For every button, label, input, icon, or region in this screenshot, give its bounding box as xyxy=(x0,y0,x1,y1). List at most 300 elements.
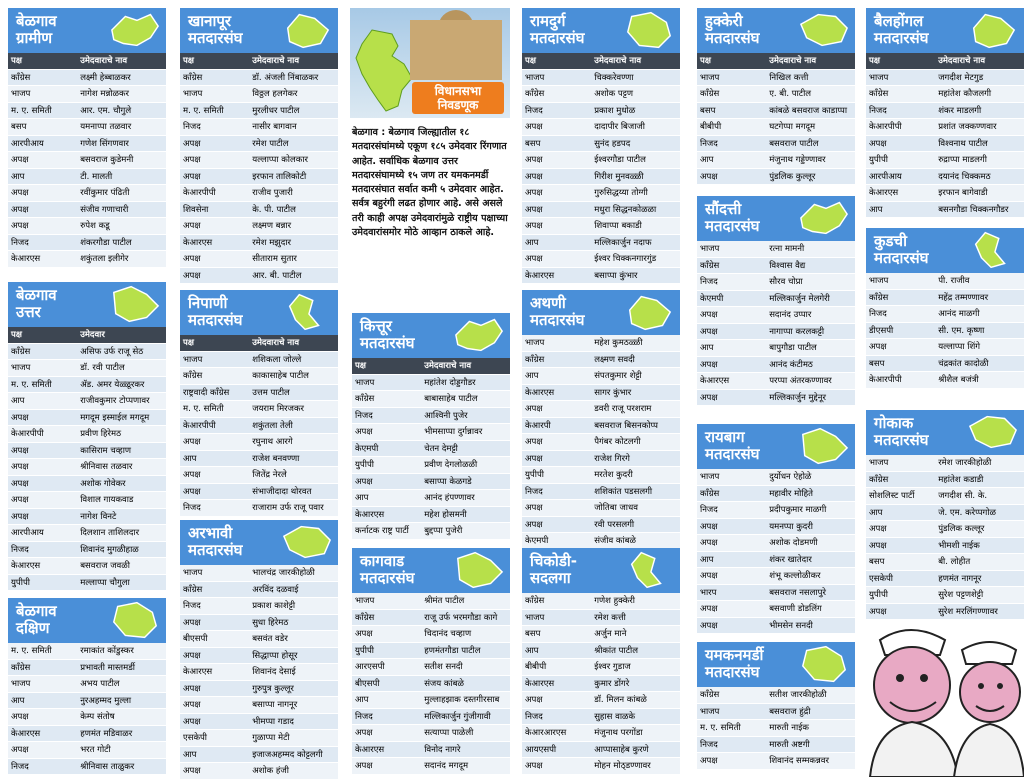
candidate-cell: मोहन मोठ्डण्णावर xyxy=(591,758,680,775)
candidate-cell: नासीर बागवान xyxy=(249,119,338,136)
title-line: रामदुर्ग xyxy=(530,12,566,30)
constituency-header xyxy=(8,8,166,53)
candidate-cell: गुळाप्पा मेटी xyxy=(249,730,338,747)
table-row xyxy=(522,434,680,451)
table-row xyxy=(8,185,166,202)
party-cell: अपक्ष xyxy=(522,168,591,185)
candidate-cell: कांबळे बसवराज काडाप्पा xyxy=(766,102,855,119)
table-row xyxy=(697,340,855,357)
candidate-cell: राजेश गिरगे xyxy=(591,450,680,467)
candidate-cell: सुधा हिरेमठ xyxy=(249,614,338,631)
party-cell: अपक्ष xyxy=(352,758,421,775)
candidate-cell: सी. एम. कृष्णा xyxy=(935,322,1024,339)
party-cell: म. ए. समिती xyxy=(180,401,249,418)
table-row xyxy=(697,617,855,634)
party-cell: म. ए. समिती xyxy=(697,720,766,737)
table-row xyxy=(522,417,680,434)
party-cell: आप xyxy=(8,692,77,709)
party-column-header: पक्ष xyxy=(352,358,421,374)
party-cell: अपक्ष xyxy=(180,614,249,631)
candidate-cell: महेश होसमनी xyxy=(421,506,510,523)
party-cell: निजद xyxy=(522,483,591,500)
candidate-cell: उत्तम पाटील xyxy=(249,384,338,401)
party-cell: अपक्ष xyxy=(180,467,249,484)
party-cell: केआरएस xyxy=(180,234,249,251)
constituency-s15 xyxy=(697,642,855,770)
title-line: मतदारसंघ xyxy=(360,334,415,352)
table-row xyxy=(180,680,338,697)
table-header-row xyxy=(180,53,338,69)
party-cell: काँग्रेस xyxy=(8,69,77,86)
party-cell: अपक्ष xyxy=(522,152,591,169)
candidate-cell: भरत गोटी xyxy=(77,742,166,759)
party-cell: भाजप xyxy=(866,455,935,471)
party-cell: निजद xyxy=(522,102,591,119)
candidate-cell: मधुरा सिद्धनकोळळा xyxy=(591,201,680,218)
table-row xyxy=(180,152,338,169)
candidate-cell: यमनप्पा कुदरी xyxy=(766,518,855,535)
candidate-cell: प्रभावती मास्तमर्डी xyxy=(77,659,166,676)
candidate-cell: भीमप्पा गडाद xyxy=(249,713,338,730)
table-row xyxy=(352,490,510,507)
table-row xyxy=(522,234,680,251)
party-cell: अपक्ष xyxy=(180,251,249,268)
table-row xyxy=(8,643,166,659)
party-cell: भाजप xyxy=(522,609,591,626)
table-row xyxy=(8,742,166,759)
candidate-cell: कुमार डोंगरे xyxy=(591,675,680,692)
candidate-cell: निखिल कत्ती xyxy=(766,69,855,86)
party-cell: बीएसपी xyxy=(352,675,421,692)
table-row xyxy=(522,267,680,284)
candidate-cell: ईश्वर गुडाज xyxy=(591,659,680,676)
table-row xyxy=(8,376,166,393)
table-row xyxy=(8,135,166,152)
party-cell: निजद xyxy=(866,306,935,323)
party-cell: अपक्ष xyxy=(866,603,935,620)
constituency-header xyxy=(697,424,855,469)
table-row xyxy=(697,241,855,257)
candidate-cell: मगदूम इस्माईल मगदूम xyxy=(77,409,166,426)
candidate-cell: के. पी. पाटील xyxy=(249,201,338,218)
constituency-s2 xyxy=(8,282,166,591)
candidate-cell: दयानंद चिक्कमठ xyxy=(935,168,1024,185)
title-line: यमकनमर्डी xyxy=(705,646,764,664)
table-row xyxy=(697,485,855,502)
table-row xyxy=(697,502,855,519)
table-row xyxy=(180,614,338,631)
table-row xyxy=(697,168,855,185)
party-cell: अपक्ष xyxy=(697,518,766,535)
table-row xyxy=(8,360,166,377)
party-cell: अपक्ष xyxy=(180,680,249,697)
party-cell: केएमपी xyxy=(697,290,766,307)
party-cell: अपक्ष xyxy=(180,434,249,451)
table-row xyxy=(866,289,1024,306)
table-row xyxy=(866,537,1024,554)
title-line: निपाणी xyxy=(188,294,228,312)
table-row xyxy=(8,343,166,360)
candidate-cell: नागेश मन्नोळकर xyxy=(77,86,166,103)
party-cell: अपक्ष xyxy=(180,152,249,169)
intro-paragraph: बेळगाव : बेळगाव जिल्ह्यातील १८ मतदारसंघांमध्ये एकूण १८५ उमेदवार रिंगणात आहेत. सर्वाधिक बेळगाव उत्तर मतदारसंघामध्ये १५ जण तर यमकनमर्डी मतदारसंघात सर्वात कमी ५ उमेदवार आहेत. सर्वत्र बहुरंगी लढत होणार आहे. असे असले तरी काही अपक्ष उमेदवारांमुळे राष्ट्रीय पक्षाच्या उमेदवारांसमोर मोठे आव्हान ठाकले आहे. xyxy=(352,127,508,239)
candidate-cell: ईश्वरगौडा पाटील xyxy=(591,152,680,169)
party-cell: अपक्ष xyxy=(522,516,591,533)
table-row xyxy=(8,119,166,136)
title-line: मतदारसंघ xyxy=(705,217,760,235)
party-column-header: पक्ष xyxy=(8,53,77,69)
table-row xyxy=(522,725,680,742)
candidate-cell: विठ्ठल हलगेकर xyxy=(249,86,338,103)
table-row xyxy=(352,692,510,709)
candidate-cell: भीमशी नाईक xyxy=(935,537,1024,554)
party-cell: अपक्ष xyxy=(522,692,591,709)
candidate-cell: नागेश विनटे xyxy=(77,508,166,525)
party-cell: केआरपीपी xyxy=(8,426,77,443)
table-row xyxy=(697,551,855,568)
candidate-cell: आनंद हंपण्णावर xyxy=(421,490,510,507)
table-row xyxy=(180,434,338,451)
table-row xyxy=(697,323,855,340)
party-cell: अपक्ष xyxy=(866,339,935,356)
constituency-title xyxy=(874,415,1024,449)
table-row xyxy=(697,152,855,169)
constituency-s5 xyxy=(180,290,338,517)
candidate-cell: लक्ष्मण बन्नार xyxy=(249,218,338,235)
table-row xyxy=(866,355,1024,372)
constituency-title xyxy=(874,13,1024,47)
party-cell: केआरएस xyxy=(180,664,249,681)
table-row xyxy=(866,372,1024,389)
candidate-cell: महांतेश कडाडी xyxy=(935,471,1024,488)
table-row xyxy=(8,426,166,443)
party-cell: शिवसेना xyxy=(180,201,249,218)
title-line: मतदारसंघ xyxy=(188,29,243,47)
party-cell: केआरएस xyxy=(697,373,766,390)
table-row xyxy=(866,587,1024,604)
constituency-s9 xyxy=(522,8,680,284)
candidate-cell: महेंद्र तम्मण्णावर xyxy=(935,289,1024,306)
candidate-cell: शशिकला जोल्ले xyxy=(249,351,338,368)
party-cell: निजद xyxy=(522,708,591,725)
table-row xyxy=(697,135,855,152)
party-cell: आप xyxy=(697,551,766,568)
title-line: मतदारसंघ xyxy=(188,541,243,559)
party-cell: बसप xyxy=(8,119,77,136)
party-cell: निजद xyxy=(697,736,766,753)
table-row xyxy=(522,741,680,758)
party-cell: आप xyxy=(352,490,421,507)
title-line: मतदारसंघ xyxy=(188,311,243,329)
constituency-header xyxy=(352,313,510,358)
table-header-row xyxy=(522,53,680,69)
table-row xyxy=(180,86,338,103)
table-row xyxy=(866,102,1024,119)
table-row xyxy=(180,647,338,664)
candidate-cell: राजीवकुमार टोप्पणावर xyxy=(77,393,166,410)
candidate-cell: इजाजअहम्मद कोट्टलगी xyxy=(249,746,338,763)
party-cell: अपक्ष xyxy=(697,323,766,340)
candidate-cell: श्रीनिवास तळवार xyxy=(77,459,166,476)
table-row xyxy=(352,473,510,490)
candidate-cell: सतीश सनदी xyxy=(421,659,510,676)
table-row xyxy=(866,168,1024,185)
table-row xyxy=(180,201,338,218)
candidate-cell: सतीश जारकीहोळी xyxy=(766,687,855,703)
party-cell: केआरएस xyxy=(522,384,591,401)
constituency-header xyxy=(8,598,166,643)
candidate-cell: पुंडलिक कल्लूर xyxy=(935,521,1024,538)
table-row xyxy=(352,626,510,643)
party-cell: अपक्ष xyxy=(697,753,766,770)
table-row xyxy=(866,471,1024,488)
constituency-s8 xyxy=(352,548,510,775)
candidate-cell: सदानंद उप्पार xyxy=(766,307,855,324)
title-line: चिकोडी- xyxy=(530,552,577,570)
title-line: बेळगाव xyxy=(16,12,57,30)
table-row xyxy=(180,697,338,714)
table-row xyxy=(522,69,680,86)
party-cell: अपक्ष xyxy=(522,401,591,418)
party-cell: आरपीआय xyxy=(8,525,77,542)
candidate-cell: नागाप्पा करलकट्टी xyxy=(766,323,855,340)
candidate-table xyxy=(180,53,338,284)
party-column-header: पक्ष xyxy=(180,53,249,69)
party-cell: काँग्रेस xyxy=(866,471,935,488)
candidate-table xyxy=(866,273,1024,389)
party-cell: अपक्ष xyxy=(866,521,935,538)
candidate-cell: चंद्रकांत कादोळी xyxy=(935,355,1024,372)
party-cell: काँग्रेस xyxy=(522,86,591,103)
election-banner xyxy=(350,8,510,118)
party-cell: अपक्ष xyxy=(522,500,591,517)
party-cell: निजद xyxy=(697,274,766,291)
party-cell: बसप xyxy=(866,554,935,571)
party-cell: अपक्ष xyxy=(8,742,77,759)
candidate-cell: शकुंतला इलीगेर xyxy=(77,251,166,268)
table-row xyxy=(180,730,338,747)
title-line: मतदारसंघ xyxy=(874,249,929,267)
title-line: मतदारसंघ xyxy=(874,431,929,449)
candidate-cell: रुद्राप्पा माडलगी xyxy=(935,152,1024,169)
candidate-cell: रमाकांत कोंडुस्कर xyxy=(77,643,166,659)
table-row xyxy=(8,393,166,410)
party-cell: अपक्ष xyxy=(180,135,249,152)
candidate-cell: आश्विनी पुजेर xyxy=(421,407,510,424)
vidhana-soudha-building xyxy=(410,20,502,80)
party-cell: निजद xyxy=(180,598,249,615)
candidate-cell: चेतन देमट्टी xyxy=(421,440,510,457)
party-cell: अपक्ष xyxy=(8,185,77,202)
party-cell: डीएसपी xyxy=(866,322,935,339)
candidate-cell: बी. लोहीत xyxy=(935,554,1024,571)
constituency-s17 xyxy=(866,228,1024,389)
candidate-cell: श्रीकांत पाटील xyxy=(591,642,680,659)
candidate-cell: गुरुसिद्धय्या तोग्गी xyxy=(591,185,680,202)
table-row xyxy=(352,642,510,659)
candidate-cell: आप्पासाहेब कुरणे xyxy=(591,741,680,758)
constituency-title xyxy=(705,429,855,463)
title-line: मतदारसंघ xyxy=(530,311,585,329)
table-row xyxy=(180,368,338,385)
candidate-cell: विशाल गायकवाड xyxy=(77,492,166,509)
candidate-cell: प्रवीण देगलोळळी xyxy=(421,457,510,474)
candidate-cell: बसवराज नसलापुरे xyxy=(766,584,855,601)
candidate-cell: अशोक हंजी xyxy=(249,763,338,780)
constituency-header xyxy=(697,8,855,53)
party-cell: आप xyxy=(866,504,935,521)
candidate-cell: अर्जुन माने xyxy=(591,626,680,643)
party-cell: केआरएस xyxy=(522,675,591,692)
candidate-cell: शिवानंद सम्मकन्नवर xyxy=(766,753,855,770)
candidate-cell: भीमसेन सनदी xyxy=(766,617,855,634)
candidate-cell: रमेश मझुदार xyxy=(249,234,338,251)
table-row xyxy=(697,307,855,324)
constituency-header xyxy=(522,8,680,53)
table-header-row xyxy=(8,53,166,69)
candidate-column-header: उमेदवाराचे नाव xyxy=(249,335,338,351)
party-cell: बसप xyxy=(697,102,766,119)
title-line: ग्रामीण xyxy=(16,29,53,47)
table-row xyxy=(522,351,680,368)
party-cell: भाजप xyxy=(8,676,77,693)
party-cell: केआरपीपी xyxy=(180,185,249,202)
party-cell: केआरआरएस xyxy=(522,725,591,742)
title-line: बेळगाव xyxy=(16,286,57,304)
table-row xyxy=(180,713,338,730)
party-cell: आप xyxy=(697,340,766,357)
table-row xyxy=(522,368,680,385)
candidate-cell: ॲड. अमर येळ्ळूरकर xyxy=(77,376,166,393)
candidate-cell: बसवराज जवळी xyxy=(77,558,166,575)
party-cell: अपक्ष xyxy=(352,725,421,742)
party-cell: केएमपी xyxy=(522,533,591,550)
candidate-cell: गणेश हुक्केरी xyxy=(591,593,680,609)
table-header-row xyxy=(180,335,338,351)
candidate-table xyxy=(352,593,510,775)
party-cell: बीबीपी xyxy=(697,119,766,136)
constituency-title xyxy=(705,13,855,47)
party-cell: निजद xyxy=(180,500,249,517)
table-row xyxy=(352,506,510,523)
party-cell: अपक्ष xyxy=(8,492,77,509)
party-cell: काँग्रेस xyxy=(8,343,77,360)
candidate-cell: जयराम मिरजकर xyxy=(249,401,338,418)
title-line: मतदारसंघ xyxy=(874,29,929,47)
constituency-header xyxy=(866,410,1024,455)
candidate-cell: हणमंत मडिवाळर xyxy=(77,725,166,742)
party-cell: आयएसपी xyxy=(522,741,591,758)
candidate-cell: रघुनाथ आरगे xyxy=(249,434,338,451)
party-cell: केआरएस xyxy=(522,267,591,284)
table-row xyxy=(180,251,338,268)
party-cell: अपक्ष xyxy=(180,218,249,235)
table-row xyxy=(8,541,166,558)
candidate-cell: डॉ. रवी पाटील xyxy=(77,360,166,377)
table-row xyxy=(180,234,338,251)
candidate-cell: मारुती अष्टगी xyxy=(766,736,855,753)
candidate-cell: जे. एम. करेप्पगोळ xyxy=(935,504,1024,521)
title-line: बैलहोंगल xyxy=(874,12,924,30)
table-row xyxy=(8,409,166,426)
party-cell: निजद xyxy=(180,119,249,136)
candidate-cell: दुर्योधन ऐहोळे xyxy=(766,469,855,485)
candidate-cell: कासिराम चव्हाण xyxy=(77,442,166,459)
table-row xyxy=(697,469,855,485)
constituency-title xyxy=(360,318,510,352)
table-row xyxy=(180,401,338,418)
party-cell: भाजप xyxy=(866,69,935,86)
party-cell: काँग्रेस xyxy=(8,659,77,676)
constituency-title xyxy=(874,233,1024,267)
party-cell: अपक्ष xyxy=(697,568,766,585)
table-row xyxy=(8,459,166,476)
candidate-table xyxy=(180,335,338,517)
party-cell: केआरपीपी xyxy=(180,417,249,434)
table-row xyxy=(352,440,510,457)
candidate-cell: लक्ष्मण सवदी xyxy=(591,351,680,368)
party-cell: केआरएस xyxy=(8,558,77,575)
constituency-header xyxy=(522,548,680,593)
candidate-cell: अशोक गोवेकर xyxy=(77,475,166,492)
table-row xyxy=(352,391,510,408)
candidate-cell: सुरेश मरलिंगण्णावर xyxy=(935,603,1024,620)
candidate-cell: डॉ. मिलन कांबळे xyxy=(591,692,680,709)
candidate-cell: बाबासाहेब पाटील xyxy=(421,391,510,408)
table-header-row xyxy=(352,358,510,374)
table-row xyxy=(697,257,855,274)
candidate-table xyxy=(697,53,855,185)
candidate-cell: असिफ उर्फ राजू सेठ xyxy=(77,343,166,360)
party-cell: निजद xyxy=(866,102,935,119)
party-cell: अपक्ष xyxy=(522,185,591,202)
table-row xyxy=(180,631,338,648)
table-row xyxy=(180,483,338,500)
table-row xyxy=(8,442,166,459)
party-cell: काँग्रेस xyxy=(180,69,249,86)
candidate-cell: संपतकुमार शेट्टी xyxy=(591,368,680,385)
constituency-s12 xyxy=(697,8,855,185)
candidate-cell: घटगेप्पा मगदूम xyxy=(766,119,855,136)
candidate-cell: शंकरगौडा पाटील xyxy=(77,234,166,251)
constituency-s11 xyxy=(522,548,680,775)
table-row xyxy=(8,508,166,525)
constituency-header xyxy=(522,290,680,335)
table-row xyxy=(180,267,338,284)
party-cell: भाजप xyxy=(352,593,421,609)
candidate-cell: मल्लिकार्जुन नदाफ xyxy=(591,234,680,251)
party-cell: आप xyxy=(866,201,935,218)
candidate-cell: रमेश कत्ती xyxy=(591,609,680,626)
party-cell: केआरएस xyxy=(8,725,77,742)
candidate-cell: गणेश सिंगणवार xyxy=(77,135,166,152)
candidate-cell: मल्लाप्पा चौगुला xyxy=(77,574,166,591)
table-row xyxy=(697,518,855,535)
candidate-cell: विश्वनाथ पाटील xyxy=(935,135,1024,152)
table-row xyxy=(8,525,166,542)
constituency-s14 xyxy=(697,424,855,634)
candidate-cell: शकुंतला तेली xyxy=(249,417,338,434)
candidate-cell: आर. एम. चौगुले xyxy=(77,102,166,119)
candidate-cell: प्रकाश काशेट्टी xyxy=(249,598,338,615)
candidate-cell: अशोक पट्टण xyxy=(591,86,680,103)
party-cell: आरपीआय xyxy=(866,168,935,185)
party-cell: बीएसपी xyxy=(180,631,249,648)
candidate-cell: जोतिबा जाधव xyxy=(591,500,680,517)
constituency-title xyxy=(188,13,338,47)
party-cell: अपक्ष xyxy=(697,601,766,618)
candidate-cell: शंभू कल्लोळीकर xyxy=(766,568,855,585)
